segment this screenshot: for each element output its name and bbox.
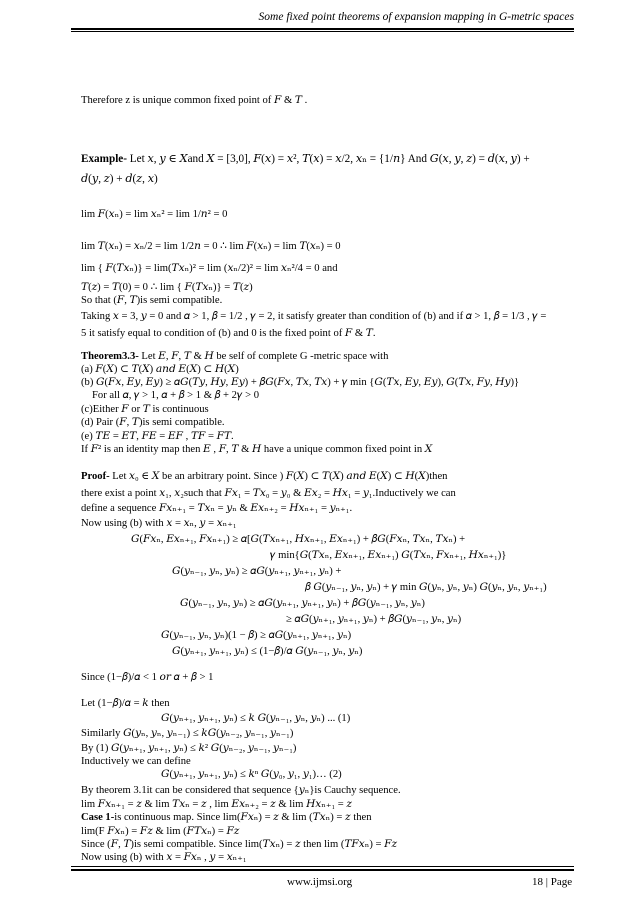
equation-line: 𝐺(𝑦ₙ₋₁, 𝑦ₙ, 𝑦ₙ) ≥ 𝛼𝐺(𝑦ₙ₊₁, 𝑦ₙ₊₁, 𝑦ₙ) + 𝛽𝐺(𝑦ₙ₋₁, 𝑦ₙ, 𝑦ₙ) [180, 598, 425, 609]
text-line: Since (𝐹, 𝑇)is semi compatible. Since lim(𝑇𝑥ₙ) = 𝑧 then lim (𝑇𝐹𝑥ₙ) = 𝐹𝑧 [81, 839, 398, 850]
text-line: By theorem 3.1it can be considered that sequence {𝑦ₙ}is Cauchy sequence. [81, 785, 401, 796]
proof-line: there exist a point 𝑥₁, 𝑥₂such that 𝐹𝑥₁ = 𝑇𝑥₀ = 𝑦₀ & 𝐸𝑥₂ = 𝐻𝑥₁ = 𝑦₁.Inductively we can [81, 488, 456, 499]
text-line: Case 1-is continuous map. Since lim(𝐹𝑥ₙ) = 𝑧 & lim (𝑇𝑥ₙ) = 𝑧 then [81, 812, 372, 823]
text-line: lim(F 𝐹𝑥ₙ) = 𝐹𝑧 & lim (𝐹𝑇𝑥ₙ) = 𝐹𝑧 [81, 826, 240, 837]
condition-b: (b) 𝐺(𝐹𝑥, 𝐸𝑦, 𝐸𝑦) ≥ 𝛼𝐺(𝑇𝑦, 𝐻𝑦, 𝐸𝑦) + 𝛽𝐺(𝐹𝑥, 𝑇𝑥, 𝑇𝑥) + 𝛾 min {𝐺(𝑇𝑥, 𝐸𝑦, 𝐸𝑦), 𝐺(𝑇𝑥, 𝐹𝑦, 𝐻𝑦)} [81, 377, 520, 388]
equation-line: 𝐺(𝐹𝑥ₙ, 𝐸𝑥ₙ₊₁, 𝐹𝑥ₙ₊₁) ≥ 𝛼[𝐺(𝑇𝑥ₙ₊₁, 𝐻𝑥ₙ₊₁, 𝐸𝑥ₙ₊₁) + 𝛽𝐺(𝐹𝑥ₙ, 𝑇𝑥ₙ, 𝑇𝑥ₙ) + [131, 534, 466, 545]
equation-line: 𝛾 min{𝐺(𝑇𝑥ₙ, 𝐸𝑥ₙ₊₁, 𝐸𝑥ₙ₊₁) 𝐺(𝑇𝑥ₙ, 𝐹𝑥ₙ₊₁, 𝐻𝑥ₙ₊₁)} [270, 550, 507, 561]
condition-a: (a) 𝐹(𝑋) ⊂ 𝑇(𝑋) 𝑎𝑛𝑑 𝐸(𝑋) ⊂ 𝐻(𝑋) [81, 364, 239, 375]
condition-b-quantifier: For all 𝛼, 𝛾 > 1, 𝛼 + 𝛽 > 1 & 𝛽 + 2𝛾 > 0 [92, 390, 260, 401]
text-line: lim 𝑇(𝑥ₙ) = 𝑥ₙ/2 = lim 1/2𝑛 = 0 ∴ lim 𝐹(𝑥ₙ) = lim 𝑇(𝑥ₙ) = 0 [81, 241, 341, 252]
equation-line: 𝛽 𝐺(𝑦ₙ₋₁, 𝑦ₙ, 𝑦ₙ) + 𝛾 min 𝐺(𝑦ₙ, 𝑦ₙ, 𝑦ₙ) 𝐺(𝑦ₙ, 𝑦ₙ, 𝑦ₙ₊₁) [305, 582, 547, 593]
text-line: lim 𝐹(𝑥ₙ) = lim 𝑥ₙ² = lim 1/𝑛² = 0 [81, 209, 228, 220]
example-line: Example- Let 𝑥, 𝑦 ∈ 𝑋and 𝑋 = [3,0], 𝐹(𝑥) = 𝑥², 𝑇(𝑥) = 𝑥/2, 𝑥ₙ = {1/𝑛} And 𝐺(𝑥, 𝑦, 𝑧) = 𝑑(𝑥, 𝑦) + [81, 153, 530, 165]
text-line: Taking 𝑥 = 3, 𝑦 = 0 and 𝛼 > 1, 𝛽 = 1/2 , 𝛾 = 2, it satisfy greater than condition of (b) and if 𝛼 > 1, 𝛽 = 1/3 , 𝛾 = [81, 311, 547, 322]
text-line: Now using (b) with 𝑥 = 𝐹𝑥ₙ , 𝑦 = 𝑥ₙ₊₁ [81, 852, 247, 863]
footer-rule-thin [71, 866, 574, 867]
text-line: 𝑇(𝑧) = 𝑇(0) = 0 ∴ lim { 𝐹(𝑇𝑥ₙ)} = 𝑇(𝑧) [81, 282, 253, 293]
theorem-conclusion: If 𝐹² is an identity map then 𝐸 , 𝐹, 𝑇 & 𝐻 have a unique common fixed point in 𝑋 [81, 444, 433, 455]
equation-line: By (1) 𝐺(𝑦ₙ₊₁, 𝑦ₙ₊₁, 𝑦ₙ) ≤ 𝑘² 𝐺(𝑦ₙ₋₂, 𝑦ₙ₋₁, 𝑦ₙ₋₁) [81, 743, 297, 754]
header-rule [71, 28, 574, 30]
condition-e: (e) 𝑇𝐸 = 𝐸𝑇, 𝐹𝐸 = 𝐸𝐹 , 𝑇𝐹 = 𝐹𝑇. [81, 431, 234, 442]
text-line: 5 it satisfy equal to condition of (b) and 0 is the fixed point of 𝐹 & 𝑇. [81, 328, 376, 339]
running-header: Some fixed point theorems of expansion mapping in G-metric spaces [258, 11, 574, 23]
text-line: lim { 𝐹(𝑇𝑥ₙ)} = lim(𝑇𝑥ₙ)² = lim (𝑥ₙ/2)² = lim 𝑥ₙ²/4 = 0 and [81, 263, 338, 274]
text-line: Inductively we can define [81, 756, 191, 767]
equation-line: ≥ 𝛼𝐺(𝑦ₙ₊₁, 𝑦ₙ₊₁, 𝑦ₙ) + 𝛽𝐺(𝑦ₙ₋₁, 𝑦ₙ, 𝑦ₙ) [286, 614, 462, 625]
example-line: 𝑑(𝑦, 𝑧) + 𝑑(𝑧, 𝑥) [81, 173, 158, 185]
proof-line: Proof- Let 𝑥₀ ∈ 𝑋 be an arbitrary point. Since ) 𝐹(𝑋) ⊂ 𝑇(𝑋) 𝑎𝑛𝑑 𝐸(𝑋) ⊂ 𝐻(𝑋)then [81, 471, 448, 482]
equation-line: 𝐺(𝑦ₙ₊₁, 𝑦ₙ₊₁, 𝑦ₙ) ≤ (1−𝛽)/𝛼 𝐺(𝑦ₙ₋₁, 𝑦ₙ, 𝑦ₙ) [172, 646, 363, 657]
text-line: Since (1−𝛽)/𝛼 < 1 𝑜𝑟 𝛼 + 𝛽 > 1 [81, 672, 214, 683]
header-rule-thin [71, 31, 574, 32]
condition-d: (d) Pair (𝐹, 𝑇)is semi compatible. [81, 417, 225, 428]
text-line: Let (1−𝛽)/𝛼 = 𝑘 then [81, 698, 170, 709]
text-line: lim 𝐹𝑥ₙ₊₁ = 𝑧 & lim 𝑇𝑥ₙ = 𝑧 , lim 𝐸𝑥ₙ₊₂ = 𝑧 & lim 𝐻𝑥ₙ₊₁ = 𝑧 [81, 799, 353, 810]
text-line: So that (𝐹, 𝑇)is semi compatible. [81, 295, 223, 306]
condition-c: (c)Either 𝐹 or 𝑇 is continuous [81, 404, 209, 415]
equation-line: 𝐺(𝑦ₙ₋₁, 𝑦ₙ, 𝑦ₙ)(1 − 𝛽) ≥ 𝛼𝐺(𝑦ₙ₊₁, 𝑦ₙ₊₁, 𝑦ₙ) [161, 630, 352, 641]
equation-line: 𝐺(𝑦ₙ₊₁, 𝑦ₙ₊₁, 𝑦ₙ) ≤ 𝑘 𝐺(𝑦ₙ₋₁, 𝑦ₙ, 𝑦ₙ) ... (1) [161, 713, 351, 724]
footer-page-number: 18 | Page [532, 876, 573, 888]
equation-line: 𝐺(𝑦ₙ₋₁, 𝑦ₙ, 𝑦ₙ) ≥ 𝛼𝐺(𝑦ₙ₊₁, 𝑦ₙ₊₁, 𝑦ₙ) + [172, 566, 342, 577]
text-line: Therefore z is unique common fixed point of 𝐹 & 𝑇 . [81, 95, 308, 106]
proof-line: define a sequence 𝐹𝑥ₙ₊₁ = 𝑇𝑥ₙ = 𝑦ₙ & 𝐸𝑥ₙ₊₂ = 𝐻𝑥ₙ₊₁ = 𝑦ₙ₊₁. [81, 503, 353, 514]
proof-line: Now using (b) with 𝑥 = 𝑥ₙ, 𝑦 = 𝑥ₙ₊₁ [81, 518, 237, 529]
footer-rule [71, 869, 574, 871]
equation-line: 𝐺(𝑦ₙ₊₁, 𝑦ₙ₊₁, 𝑦ₙ) ≤ 𝑘ⁿ 𝐺(𝑦₀, 𝑦₁, 𝑦₁)… (2) [161, 769, 342, 780]
equation-line: Similarly 𝐺(𝑦ₙ, 𝑦ₙ, 𝑦ₙ₋₁) ≤ 𝑘𝐺(𝑦ₙ₋₂, 𝑦ₙ₋₁, 𝑦ₙ₋₁) [81, 728, 294, 739]
theorem-heading: Theorem3.3- Let 𝐸, 𝐹, 𝑇 & 𝐻 be self of complete G -metric space with [81, 351, 389, 362]
footer-site: www.ijmsi.org [287, 876, 353, 888]
